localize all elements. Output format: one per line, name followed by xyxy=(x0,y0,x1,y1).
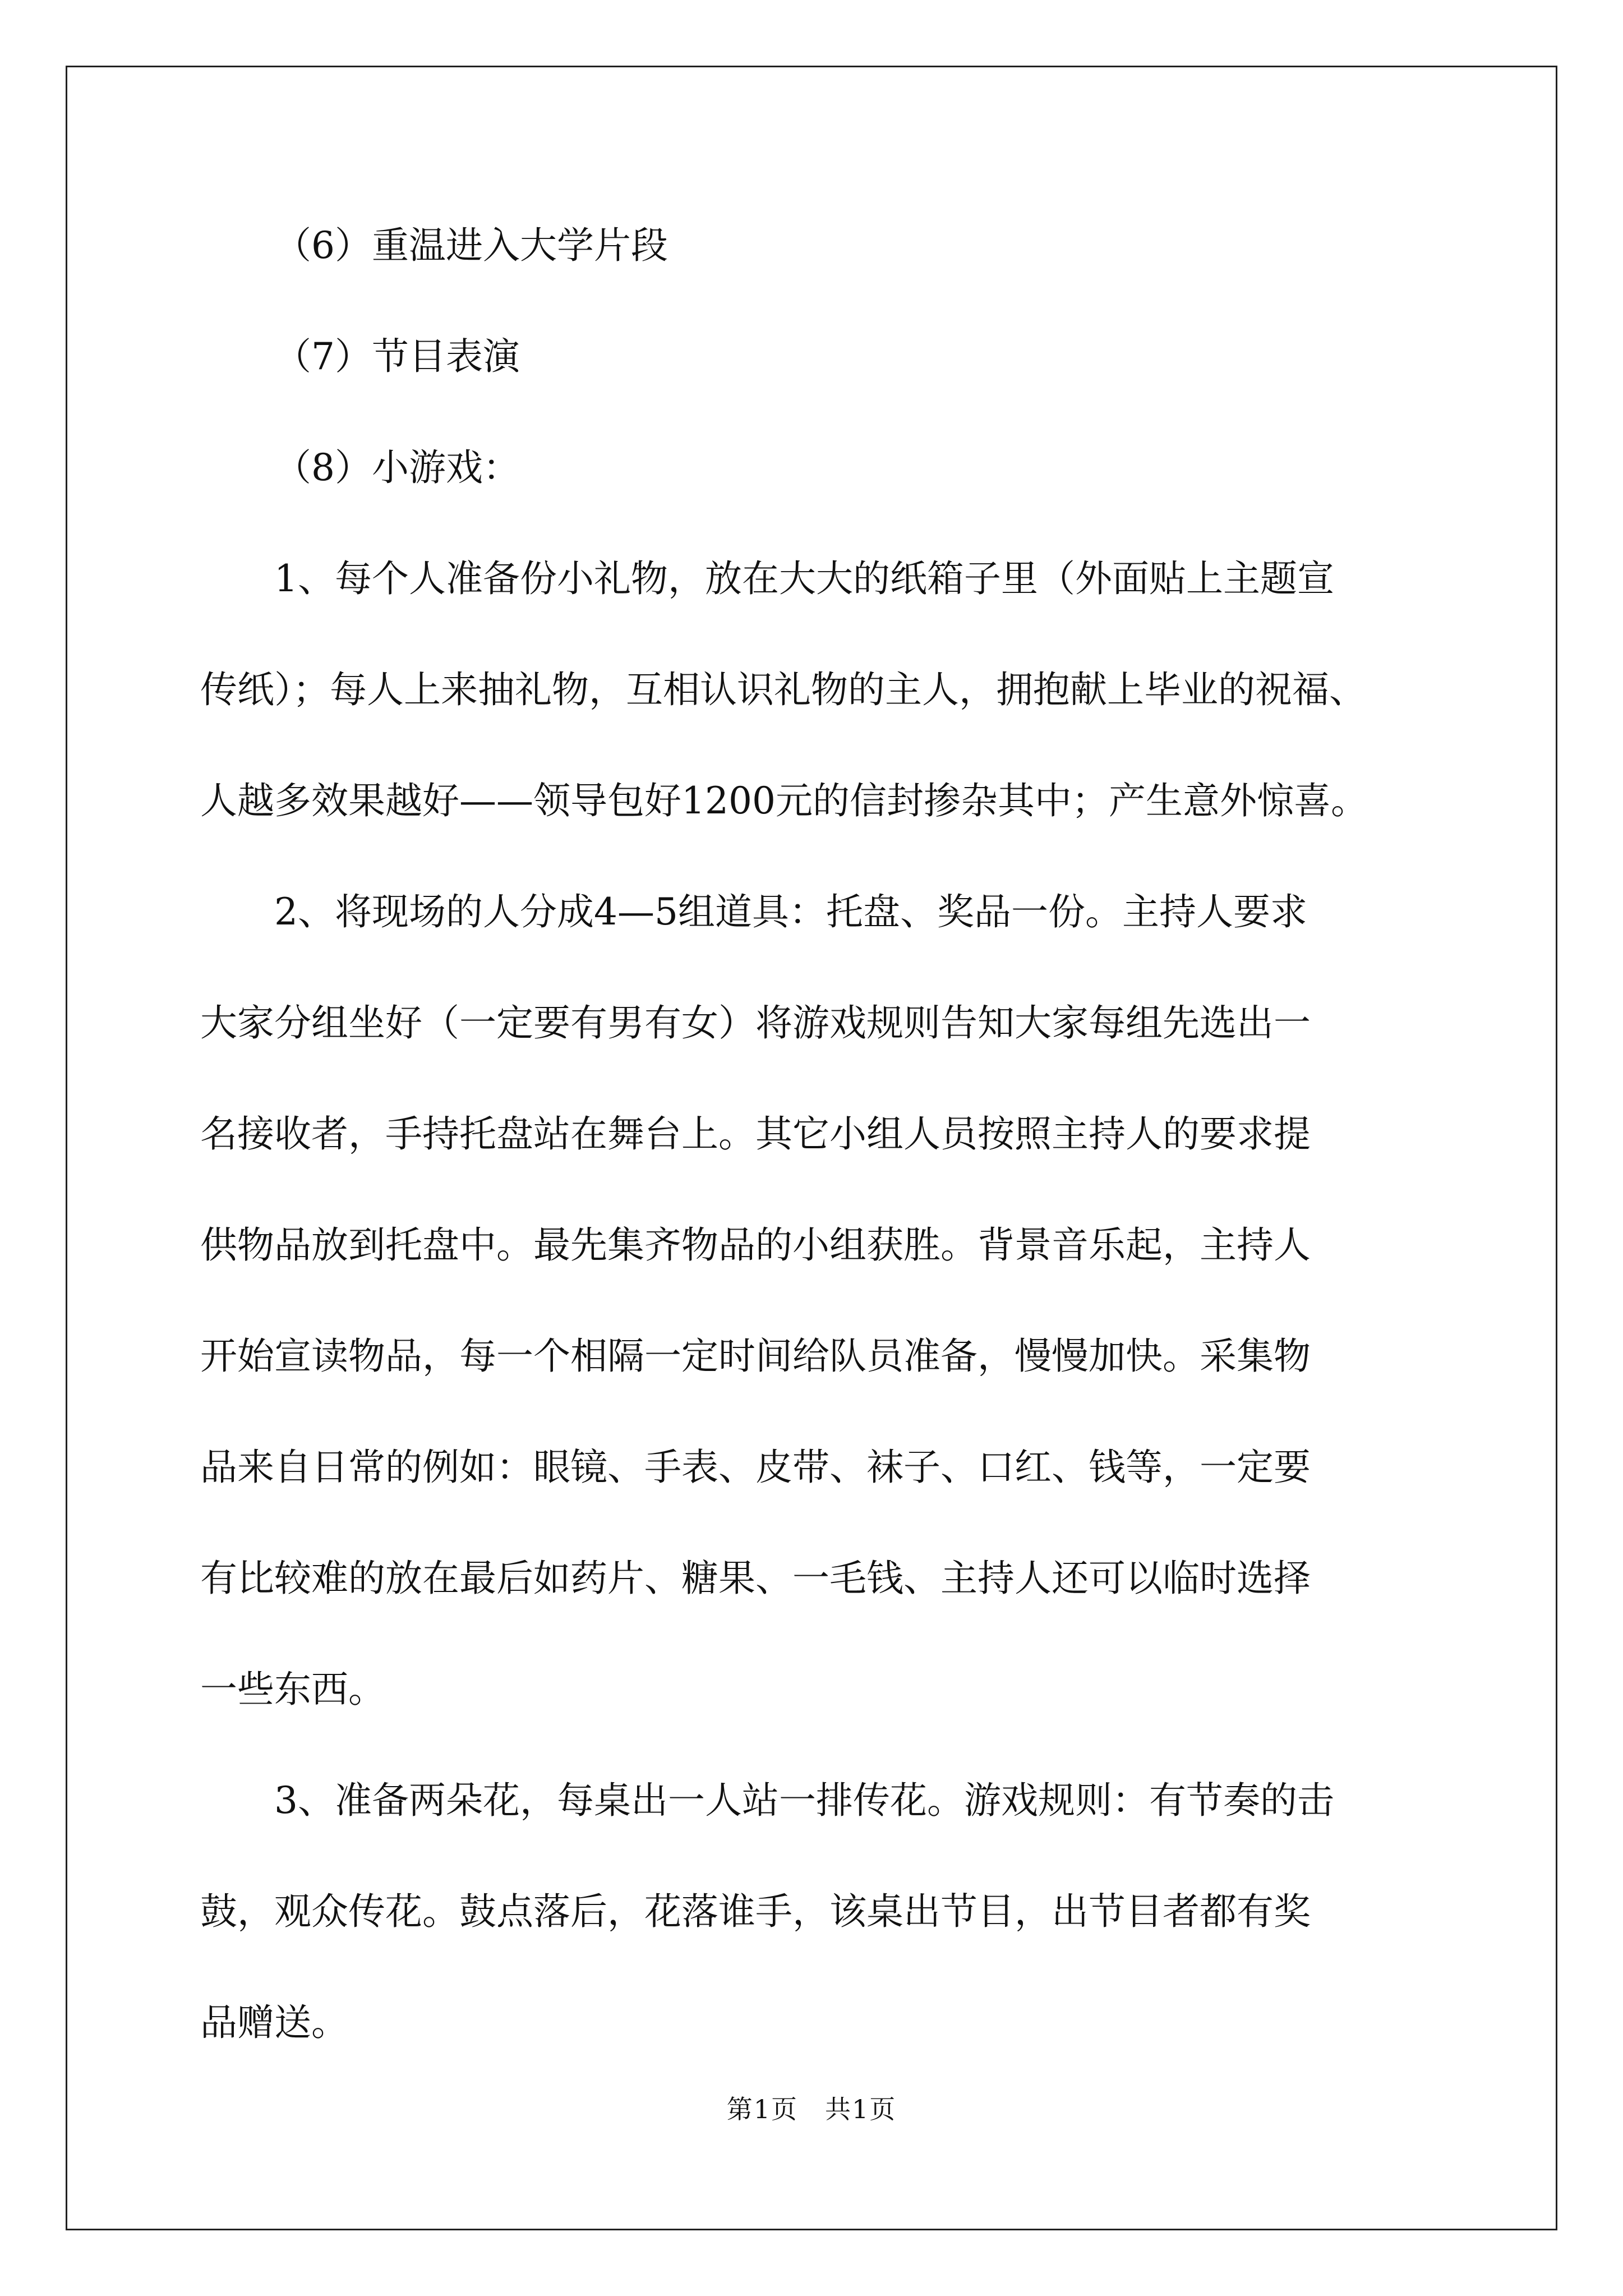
spacer xyxy=(200,1493,1434,1553)
paragraph-line: 1、每个人准备份小礼物，放在大大的纸箱子里（外面贴上主题宣 xyxy=(274,557,1334,600)
spacer xyxy=(200,1382,1434,1442)
paragraph-line: 一些东西。 xyxy=(200,1668,385,1711)
spacer xyxy=(200,605,1434,664)
spacer xyxy=(200,494,1434,553)
paragraph-line: 传纸）；每人上来抽礼物，互相认识礼物的主人，拥抱献上毕业的祝福、 xyxy=(200,668,1366,711)
spacer xyxy=(200,1049,1434,1108)
paragraph-line: 人越多效果越好——领导包好1200元的信封掺杂其中；产生意外惊喜。 xyxy=(200,779,1368,822)
spacer xyxy=(200,1938,1434,1997)
spacer xyxy=(200,272,1434,331)
paragraph-1 xyxy=(200,553,1434,827)
paragraph-line: 大家分组坐好（一定要有男有女）将游戏规则告知大家每组先选出一 xyxy=(200,1001,1311,1045)
paragraph-line: 名接收者，手持托盘站在舞台上。其它小组人员按照主持人的要求提 xyxy=(200,1112,1311,1156)
spacer xyxy=(200,716,1434,775)
paragraph-line: 开始宣读物品，每一个相隔一定时间给队员准备，慢慢加快。采集物 xyxy=(200,1335,1311,1378)
document-body xyxy=(200,220,1434,2049)
paragraph-line: 供物品放到托盘中。最先集齐物品的小组获胜。背景音乐起，主持人 xyxy=(200,1223,1311,1267)
paragraph-3 xyxy=(200,1775,1434,2049)
paragraph-line: 2、将现场的人分成4—5组道具：托盘、奖品一份。主持人要求 xyxy=(274,890,1307,933)
spacer xyxy=(200,938,1434,997)
list-item-8: （8）小游戏： xyxy=(274,446,520,489)
spacer xyxy=(200,1715,1434,1775)
list-item-6: （6）重温进入大学片段 xyxy=(274,224,668,267)
spacer xyxy=(200,1160,1434,1220)
paragraph-line: 有比较难的放在最后如药片、糖果、一毛钱、主持人还可以临时选择 xyxy=(200,1557,1311,1600)
spacer xyxy=(200,1271,1434,1331)
spacer xyxy=(200,827,1434,886)
paragraph-line: 品赠送。 xyxy=(200,2001,348,2044)
page-footer: 第1页 共1页 xyxy=(726,2094,897,2124)
paragraph-line: 3、准备两朵花，每桌出一人站一排传花。游戏规则：有节奏的击 xyxy=(274,1779,1334,1822)
spacer xyxy=(200,1604,1434,1664)
spacer xyxy=(200,383,1434,442)
paragraph-line: 鼓，观众传花。鼓点落后，花落谁手，该桌出节目，出节目者都有奖 xyxy=(200,1890,1311,1933)
list-item-7: （7）节目表演 xyxy=(274,335,520,378)
paragraph-line: 品来自日常的例如：眼镜、手表、皮带、袜子、口红、钱等，一定要 xyxy=(200,1446,1311,1489)
paragraph-2 xyxy=(200,886,1434,1715)
spacer xyxy=(200,1826,1434,1886)
